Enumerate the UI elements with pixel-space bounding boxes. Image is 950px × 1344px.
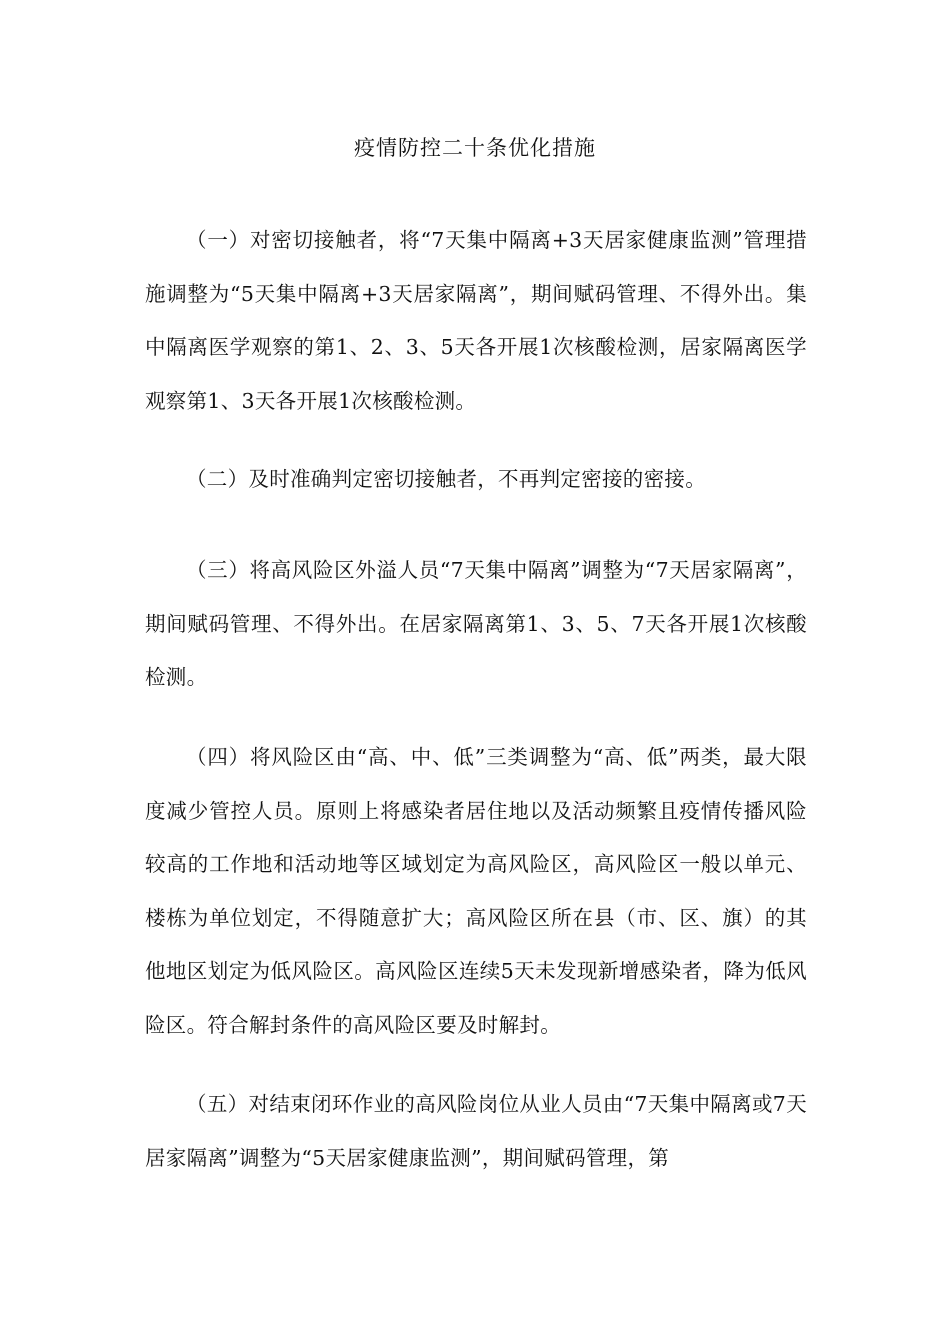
- paragraph-measure-5: （五）对结束闭环作业的高风险岗位从业人员由“7天集中隔离或7天居家隔离”调整为“5天居家健康监测”，期间赋码管理，第: [145, 1092, 807, 1170]
- paragraph-measure-1: （一）对密切接触者，将“7天集中隔离+3天居家健康监测”管理措施调整为“5天集中隔离+3天居家隔离”，期间赋码管理、不得外出。集中隔离医学观察的第1、2、3、5天各开展1次核酸检测，居家隔离医学观察第1、3天各开展1次核酸检测。: [145, 228, 807, 413]
- paragraph-measure-3: （三）将高风险区外溢人员“7天集中隔离”调整为“7天居家隔离”，期间赋码管理、不得外出。在居家隔离第1、3、5、7天各开展1次核酸检测。: [145, 558, 807, 689]
- paragraph-measure-2: （二）及时准确判定密切接触者，不再判定密接的密接。: [186, 467, 706, 491]
- document-title: 疫情防控二十条优化措施: [354, 136, 596, 160]
- paragraph-measure-4: （四）将风险区由“高、中、低”三类调整为“高、低”两类，最大限度减少管控人员。原则上将感染者居住地以及活动频繁且疫情传播风险较高的工作地和活动地等区域划定为高风险区，高风险区一般以单元、楼栋为单位划定，不得随意扩大；高风险区所在县（市、区、旗）的其他地区划定为低风险区。高风险区连续5天未发现新增感染者，降为低风险区。符合解封条件的高风险区要及时解封。: [145, 745, 807, 1037]
